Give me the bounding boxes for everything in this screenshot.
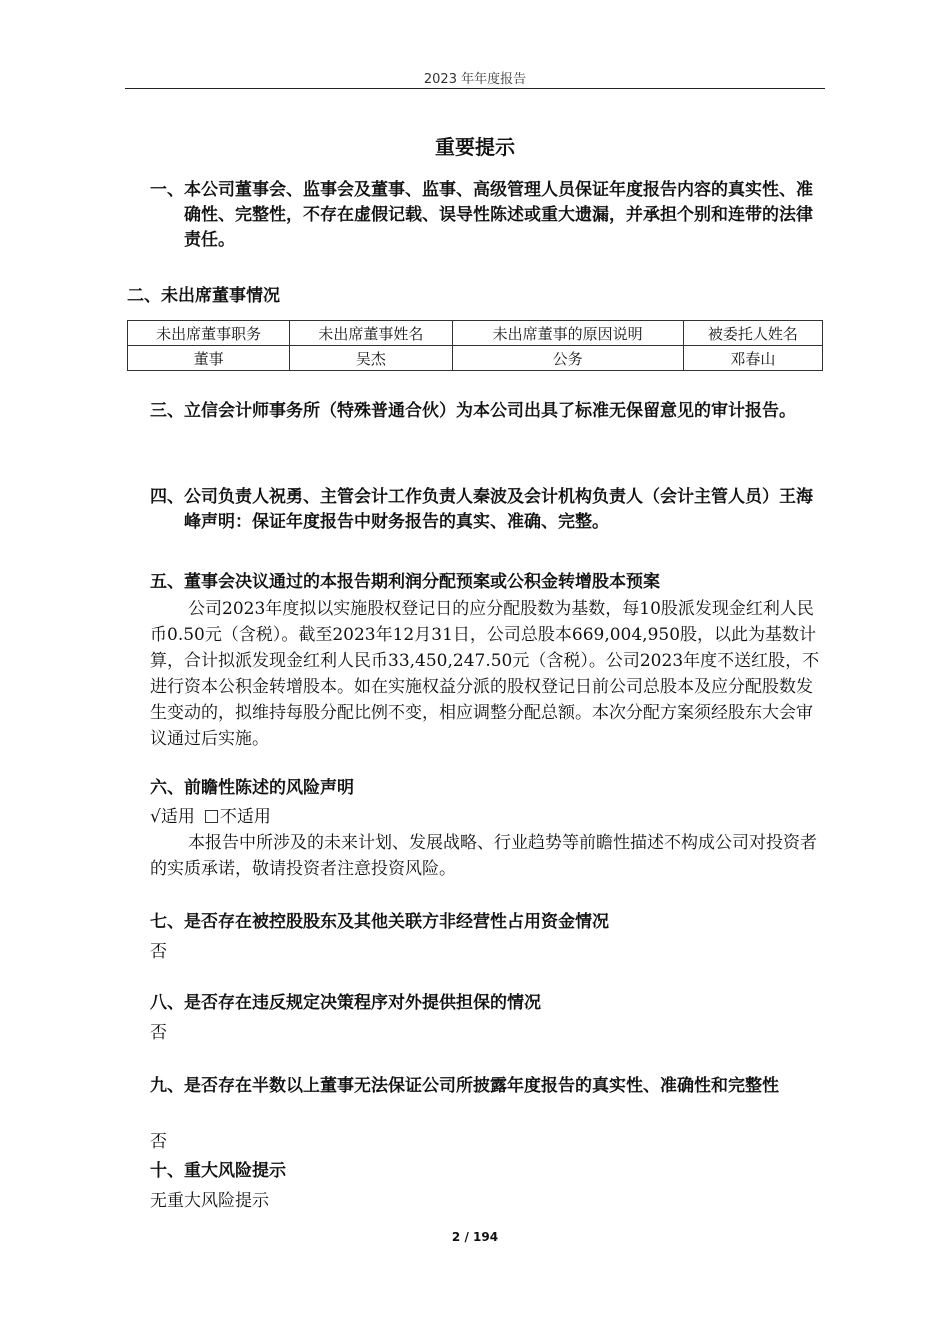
section-10-heading [150,1159,826,1184]
section-10-number: 十、 [150,1161,184,1181]
section-4-number: 四、 [150,487,184,507]
section-8-heading [150,991,826,1016]
section-6-body: 本报告中所涉及的未来计划、发展战略、行业趋势等前瞻性描述不构成公司对投资者的实质承诺，敬请投资者注意投资风险。 [150,833,817,879]
section-7-title: 是否存在被控股股东及其他关联方非经营性占用资金情况 [184,912,609,932]
section-7-heading [150,910,826,935]
section-6-heading [150,776,826,801]
page-number: 2 / 194 [451,1230,499,1244]
section-1-text: 本公司董事会、监事会及董事、监事、高级管理人员保证年度报告内容的真实性、准确性、完整性，不存在虚假记载、误导性陈述或重大遗漏，并承担个别和连带的法律责任。 [184,180,813,250]
section-2-title: 二、未出席董事情况 [127,286,280,306]
table-header-cell: 未出席董事的原因说明 [452,321,683,346]
table-header-row [128,321,823,346]
section-1-number: 一、 [150,180,184,200]
section-9-number: 九、 [150,1076,184,1096]
section-7-number: 七、 [150,912,184,932]
header-divider [125,88,825,89]
table-cell: 董事 [128,346,290,371]
applicable-label: √适用 [150,807,195,827]
section-5-heading [150,570,826,595]
section-7-answer: 否 [150,942,167,962]
section-8-number: 八、 [150,993,184,1013]
section-1 [150,178,826,253]
applicability-row [150,804,826,830]
section-6-number: 六、 [150,778,184,798]
section-4-text: 公司负责人祝勇、主管会计工作负责人秦波及会计机构负责人（会计主管人员）王海峰声明：保证年度报告中财务报告的真实、准确、完整。 [184,487,813,532]
page-title: 重要提示 [435,135,515,159]
section-3 [150,399,826,424]
page-header: 2023 年年度报告 [423,72,527,87]
section-9-answer: 否 [150,1132,167,1152]
section-10-title: 重大风险提示 [184,1161,286,1181]
table-header-cell: 未出席董事姓名 [290,321,452,346]
checkbox-icon [205,810,218,823]
table-cell: 吴杰 [290,346,452,371]
table-header-cell: 被委托人姓名 [683,321,822,346]
section-6-title: 前瞻性陈述的风险声明 [184,778,354,798]
section-3-number: 三、 [150,401,184,421]
section-9-title: 是否存在半数以上董事无法保证公司所披露年度报告的真实性、准确性和完整性 [184,1076,779,1096]
section-5-body: 公司2023年度拟以实施股权登记日的应分配股数为基数，每10股派发现金红利人民币0.50元（含税）。截至2023年12月31日，公司总股本669,004,950股，以此为基数计算，合计拟派发现金红利人民币33,450,247.50元（含税）。公司2023年度不送红股，不进行资本公积金转增股本。如在实施权益分派的股权登记日前公司总股本及应分配股数发生变动的，拟维持每股分配比例不变，相应调整分配总额。本次分配方案须经股东大会审议通过后实施。 [150,599,820,749]
table-row [128,346,823,371]
section-4 [150,485,826,535]
table-cell: 邓春山 [683,346,822,371]
section-8-answer: 否 [150,1023,167,1043]
section-5-number: 五、 [150,572,184,592]
table-cell: 公务 [452,346,683,371]
absent-directors-table [127,320,823,371]
not-applicable-label: 不适用 [219,807,271,827]
section-9-heading [150,1074,826,1099]
section-10-answer: 无重大风险提示 [150,1191,269,1211]
section-3-text: 立信会计师事务所（特殊普通合伙）为本公司出具了标准无保留意见的审计报告。 [184,401,796,421]
section-8-title: 是否存在违反规定决策程序对外提供担保的情况 [184,993,541,1013]
table-header-cell: 未出席董事职务 [128,321,290,346]
section-5-title: 董事会决议通过的本报告期利润分配预案或公积金转增股本预案 [184,572,660,592]
